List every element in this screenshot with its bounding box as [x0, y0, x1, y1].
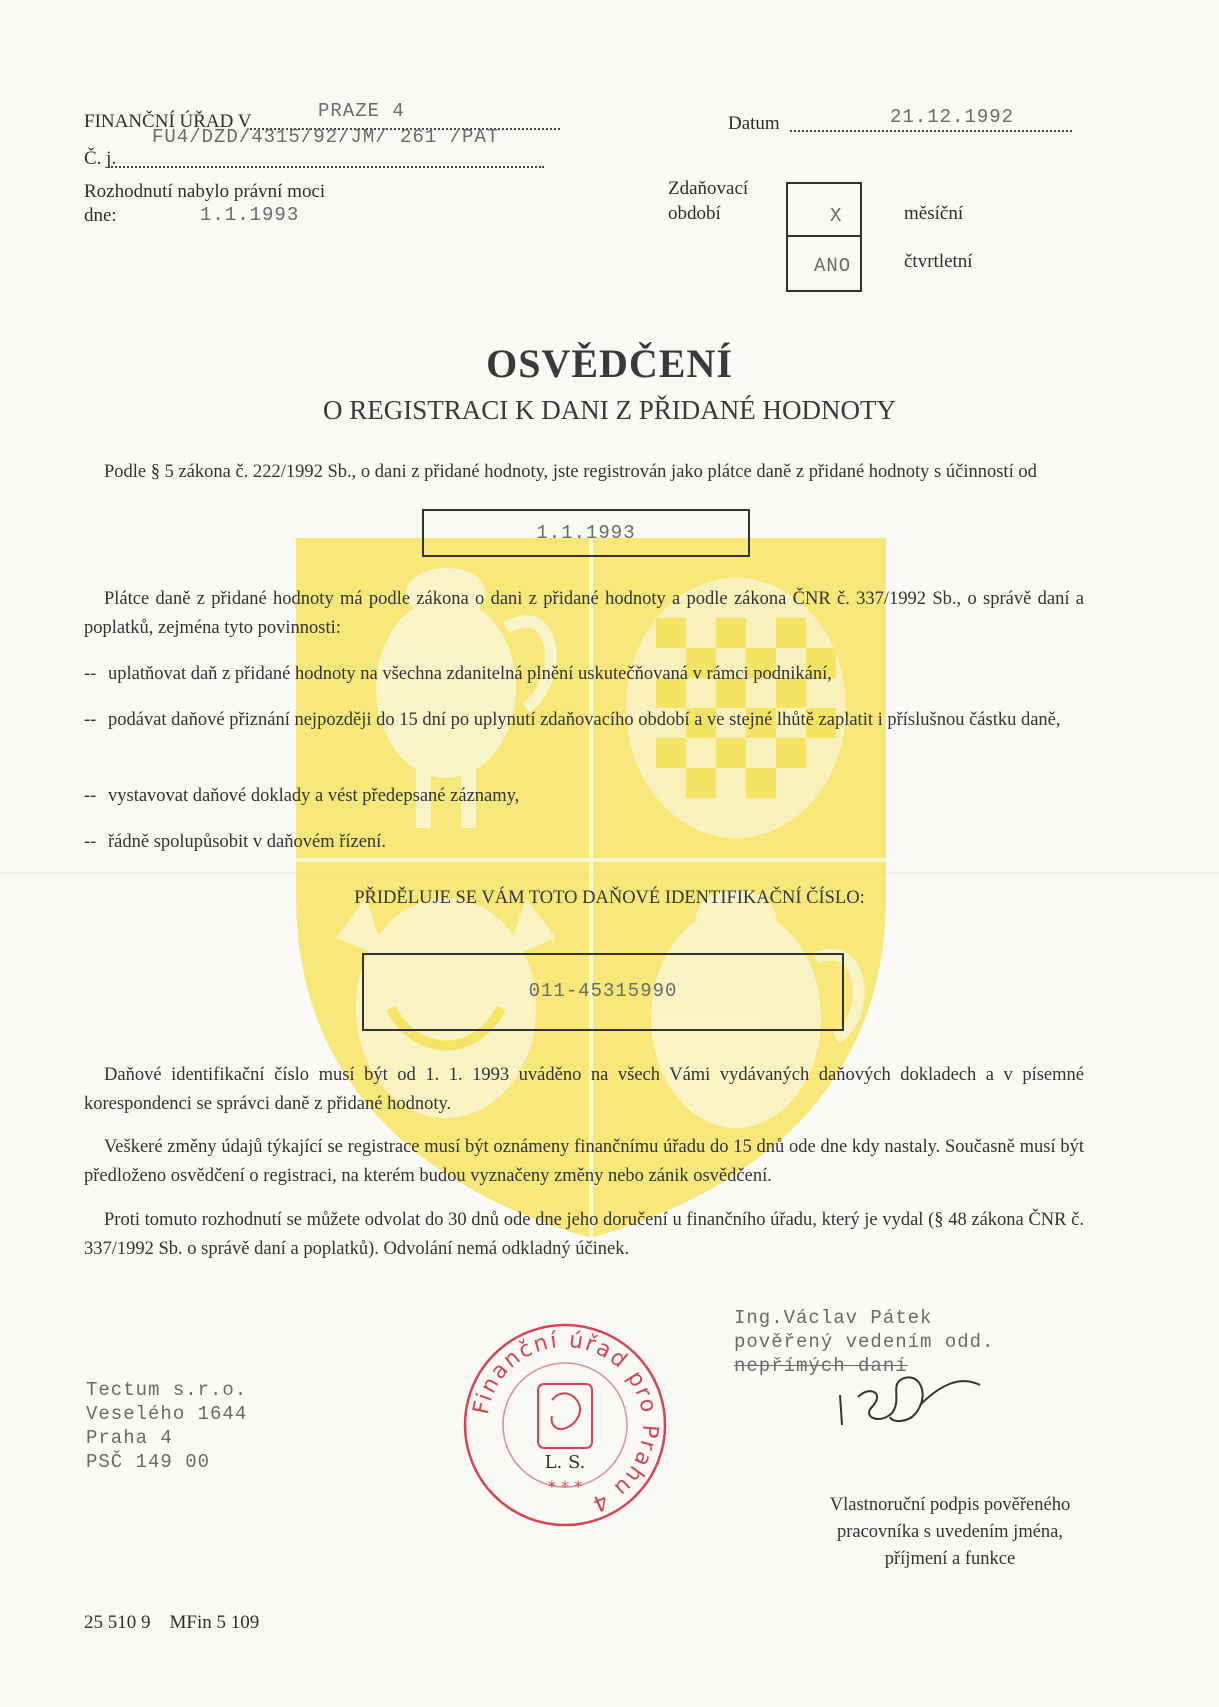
- appeal-paragraph: Proti tomuto rozhodnutí se můžete odvolat do 30 dnů ode dne jeho doručení u finančního úřadu, který je vydal (§ 48 zákona ČNR č. 337/1992 Sb. o správě daní a poplatků). Odvolání nemá odkladný účinek.: [84, 1210, 1084, 1259]
- effective-label-line2: dne:: [84, 205, 117, 226]
- addressee-block: [86, 1378, 247, 1474]
- period-box-divider: [786, 235, 860, 237]
- signature-caption-line1: Vlastnoruční podpis pověřeného: [829, 1495, 1071, 1515]
- dic-value: 011-45315990: [528, 980, 678, 1002]
- handwritten-signature: [830, 1355, 990, 1435]
- signature-caption-line3: příjmení a funkce: [884, 1549, 1016, 1569]
- duty-text: řádně spolupůsobit v daňovém řízení.: [108, 832, 386, 852]
- signature-caption-line2: pracovníka s uvedením jména,: [836, 1522, 1064, 1542]
- signatory-position: pověřený vedením odd.: [734, 1331, 995, 1353]
- ref-value: FU4/DZD/4315/92/JM/ 261 /PAT: [152, 126, 500, 148]
- bullet-dash: --: [84, 710, 97, 730]
- effective-value: 1.1.1993: [200, 204, 300, 226]
- stamp-center-label: L. S.: [544, 1452, 586, 1473]
- addressee-company: Tectum s.r.o.: [86, 1379, 248, 1401]
- stamp-ring-text: Finanční úřad pro Prahu 4: [468, 1327, 663, 1517]
- office-city: PRAZE 4: [318, 100, 405, 122]
- addressee-city: Praha 4: [86, 1427, 173, 1449]
- period-quarterly-mark: ANO: [814, 255, 852, 277]
- signature-caption: [780, 1492, 1120, 1573]
- document-title: OSVĚDČENÍ: [486, 341, 733, 386]
- signatory-name: Ing.Václav Pátek: [734, 1307, 933, 1329]
- intro-paragraph: Podle § 5 zákona č. 222/1992 Sb., o dani z přidané hodnoty, jste registrován jako plátce daně z přidané hodnoty s účinností od: [104, 462, 1037, 482]
- period-label-line1: Zdaňovací: [668, 178, 749, 199]
- addressee-postcode: PSČ 149 00: [86, 1451, 211, 1473]
- bullet-dash: --: [84, 832, 97, 852]
- official-stamp: [460, 1320, 670, 1530]
- date-value: 21.12.1992: [890, 106, 1015, 128]
- duties-intro: Plátce daně z přidané hodnoty má podle zákona o dani z přidané hodnoty a podle zákona ČNR č. 337/1992 Sb., o správě daní a poplatků, zejména tyto povinnosti:: [84, 589, 1084, 638]
- dic-heading: PŘIDĚLUJE SE VÁM TOTO DAŇOVÉ IDENTIFIKAČNÍ ČÍSLO:: [354, 888, 865, 908]
- form-code: 25 510 9 MFin 5 109: [84, 1612, 260, 1633]
- addressee-street: Veselého 1644: [86, 1403, 248, 1425]
- document-subtitle: O REGISTRACI K DANI Z PŘIDANÉ HODNOTY: [323, 395, 896, 425]
- office-label: FINANČNÍ ÚŘAD V: [84, 111, 252, 132]
- period-monthly-label: měsíční: [904, 203, 964, 224]
- bullet-dash: --: [84, 786, 97, 806]
- date-dotted-line: [790, 130, 1072, 132]
- duty-text: vystavovat daňové doklady a vést předepsané záznamy,: [108, 786, 520, 806]
- duty-text: podávat daňové přiznání nejpozději do 15 dní po uplynutí zdaňovacího období a ve stejné lhůtě zaplatit i příslušnou částku daně,: [108, 710, 1061, 730]
- period-quarterly-label: čtvrtletní: [904, 251, 973, 272]
- ref-label: Č. j.: [84, 148, 117, 169]
- changes-paragraph: Veškeré změny údajů týkající se registrace musí být oznámeny finančnímu úřadu do 15 dnů ode dne kdy nastaly. Současně musí být předloženo osvědčení o registraci, na kterém budou vyznačeny změny nebo zánik osvědčení.: [84, 1137, 1084, 1186]
- stamp-stars: * * *: [547, 1477, 583, 1496]
- effective-date-value: 1.1.1993: [536, 522, 636, 544]
- ref-dotted-line: [108, 166, 544, 168]
- signatory-department: nepřímých daní: [734, 1355, 908, 1377]
- date-label: Datum: [728, 113, 780, 134]
- effective-label-line1: Rozhodnutí nabylo právní moci: [84, 181, 326, 202]
- bullet-dash: --: [84, 664, 97, 684]
- period-label-line2: období: [668, 203, 721, 224]
- period-monthly-mark: X: [830, 205, 843, 227]
- dic-paragraph: Daňové identifikační číslo musí být od 1. 1. 1993 uváděno na všech Vámi vydávaných daňových dokladech a v písemné korespondenci se správci daně z přidané hodnoty.: [84, 1065, 1084, 1114]
- duty-text: uplatňovat daň z přidané hodnoty na všechna zdanitelná plnění uskutečňovaná v rámci podnikání,: [108, 664, 832, 684]
